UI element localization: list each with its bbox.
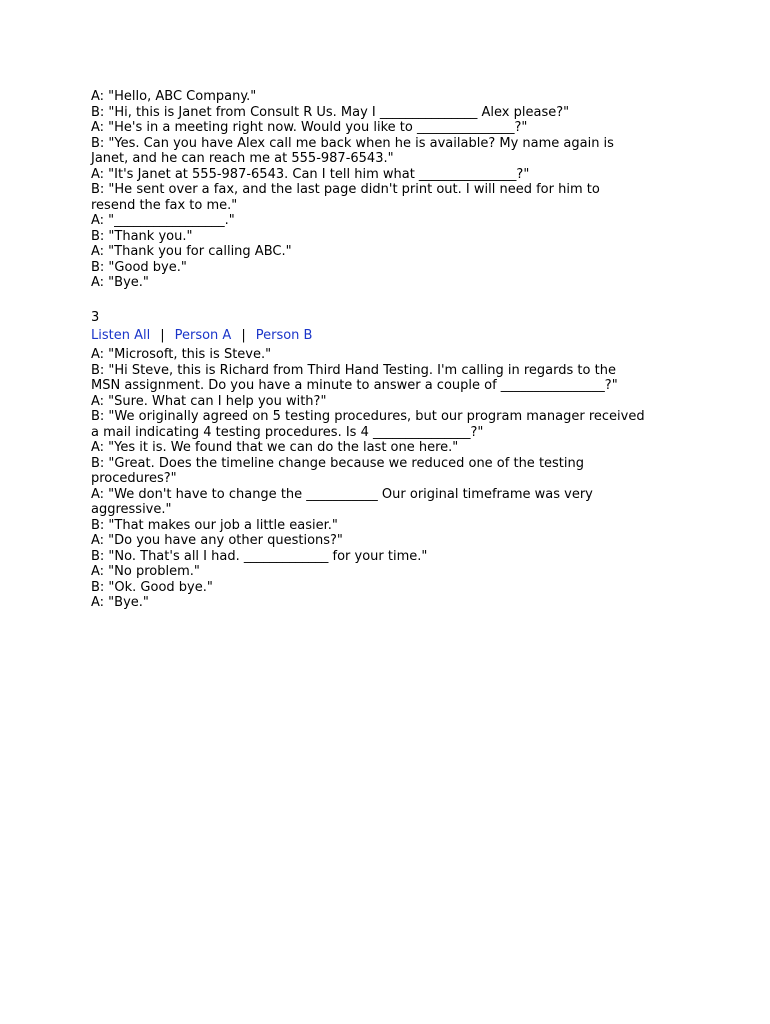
link-separator: | [160, 328, 165, 343]
dialog-line: A: "Thank you for calling ABC." [91, 244, 292, 259]
dialog-2 [91, 347, 691, 611]
section-number: 3 [91, 310, 100, 325]
person-b-link[interactable]: Person B [255, 328, 313, 343]
person-a-link[interactable]: Person A [174, 328, 232, 343]
dialog-line: A: "Bye." [91, 595, 149, 610]
dialog-line: aggressive." [91, 502, 172, 517]
audio-links [91, 328, 312, 344]
dialog-line: B: "Thank you." [91, 228, 193, 244]
dialog-line: A: "Hello, ABC Company." [91, 89, 257, 104]
dialog-line: a mail indicating 4 testing procedures. Is 4 _______________?" [91, 424, 484, 440]
dialog-line: B: "Good bye." [91, 259, 187, 275]
dialog-line: Janet, and he can reach me at 555-987-6543." [91, 151, 394, 166]
dialog-line: A: "He's in a meeting right now. Would you like to _______________?" [91, 120, 528, 135]
dialog-line: B: "Yes. Can you have Alex call me back when he is available? My name again is [91, 135, 614, 151]
dialog-line: resend the fax to me." [91, 197, 238, 213]
dialog-line: A: "We don't have to change the ___________ Our original timeframe was very [91, 486, 593, 502]
dialog-line: A: "Sure. What can I help you with?" [91, 393, 327, 409]
dialog-line: B: "No. That's all I had. _____________ for your time." [91, 548, 428, 564]
dialog-line: B: "He sent over a fax, and the last page didn't print out. I will need for him to [91, 182, 600, 197]
dialog-line: MSN assignment. Do you have a minute to answer a couple of ________________?" [91, 378, 618, 393]
link-separator: | [241, 328, 246, 343]
listen-all-link[interactable]: Listen All [91, 328, 151, 343]
dialog-line: A: "Microsoft, this is Steve." [91, 347, 272, 362]
dialog-line: B: "We originally agreed on 5 testing procedures, but our program manager received [91, 409, 645, 424]
dialog-line: A: "_________________." [91, 213, 235, 228]
dialog-line: A: "No problem." [91, 564, 200, 579]
dialog-line: A: "Do you have any other questions?" [91, 533, 343, 548]
dialog-line: A: "It's Janet at 555-987-6543. Can I tell him what _______________?" [91, 166, 530, 182]
dialog-line: procedures?" [91, 471, 177, 486]
dialog-line: B: "Ok. Good bye." [91, 579, 213, 595]
dialog-line: B: "Great. Does the timeline change because we reduced one of the testing [91, 455, 585, 471]
dialog-line: B: "That makes our job a little easier." [91, 517, 338, 533]
dialog-1 [91, 89, 691, 291]
dialog-line: A: "Yes it is. We found that we can do the last one here." [91, 440, 459, 455]
dialog-line: A: "Bye." [91, 275, 149, 290]
dialog-line: B: "Hi Steve, this is Richard from Third Hand Testing. I'm calling in regards to the [91, 362, 616, 378]
dialog-line: B: "Hi, this is Janet from Consult R Us. May I _______________ Alex please?" [91, 104, 570, 120]
